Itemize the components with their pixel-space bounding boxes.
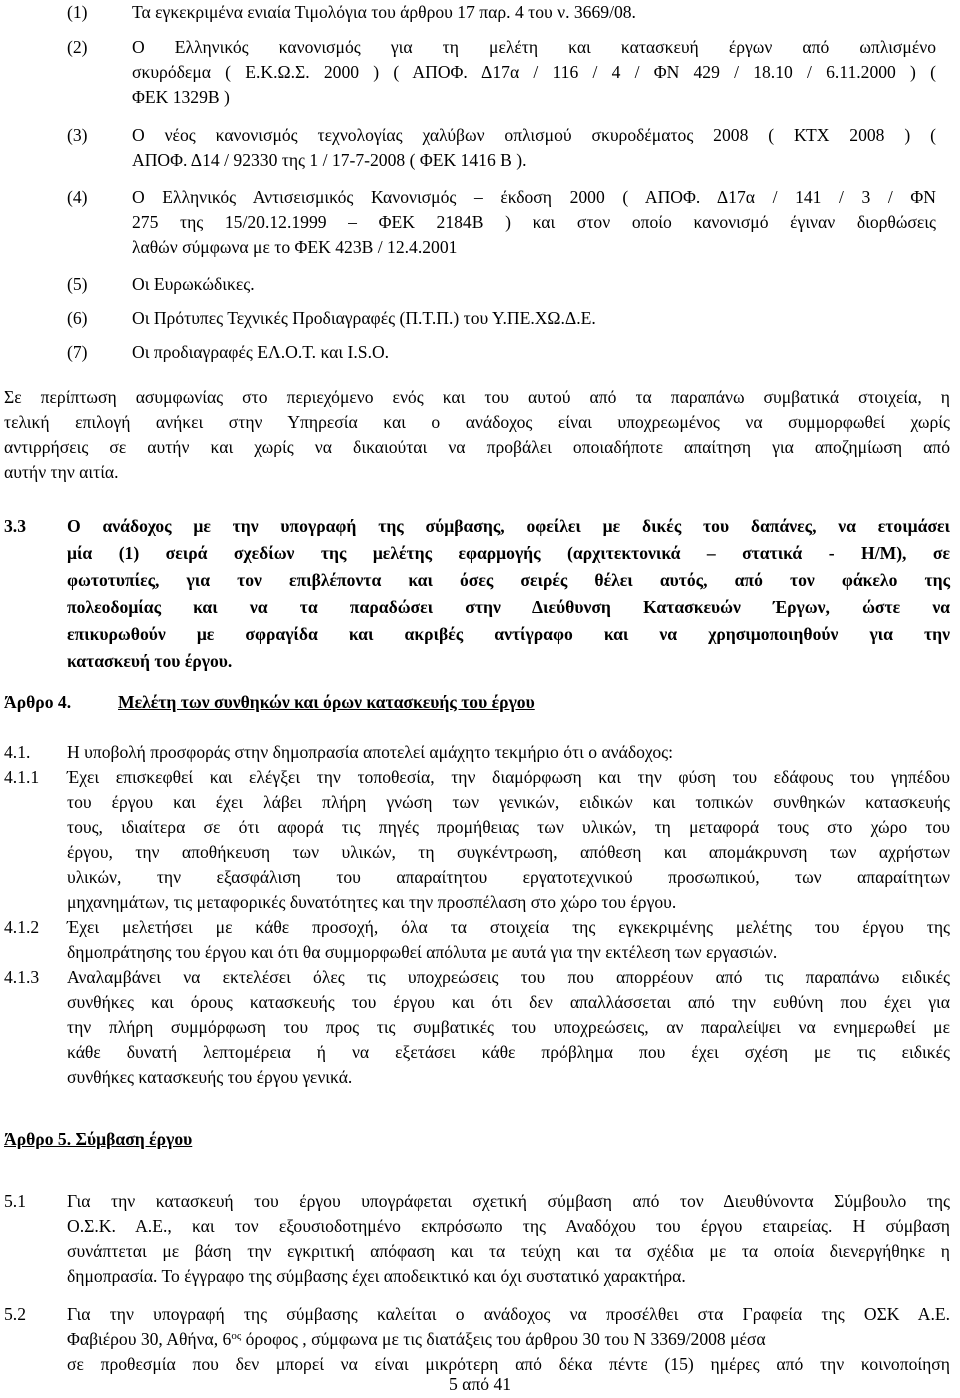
reference-number: (6) xyxy=(67,308,88,328)
clause-line: έργου, την αποθήκευση των υλικών, τη συγκέντρωση, απόθεση και απομάκρυνση των αχρήστων xyxy=(67,842,950,862)
paragraph-line: αυτήν την αιτία. xyxy=(4,462,119,482)
reference-text: Τα εγκεκριμένα ενιαία Τιμολόγια του άρθρου 17 παρ. 4 του ν. 3669/08. xyxy=(132,2,636,22)
reference-number: (2) xyxy=(67,37,88,57)
clause-line: του έργου και έχει λάβει πλήρη γνώση των γενικών, ειδικών και τοπικών συνθηκών κατασκευής xyxy=(67,792,950,812)
discrepancy-paragraph xyxy=(4,385,950,485)
paragraph-line: τελική επιλογή ανήκει στην Υπηρεσία και ο ανάδοχος είναι υποχρεωμένος να συμμορφωθεί χωρίς xyxy=(4,412,950,432)
section-line: επικυρωθούν με σφραγίδα και ακριβές αντίγραφο και να χρησιμοποιηθούν για την xyxy=(67,624,950,644)
reference-text: λαθών σύμφωνα με το ΦΕΚ 423Β / 12.4.2001 xyxy=(132,237,458,257)
clause-line: Έχει μελετήσει με κάθε προσοχή, όλα τα στοιχεία της εγκεκριμένης μελέτης του έργου της xyxy=(67,917,950,937)
clause-line: Για την κατασκευή του έργου υπογράφεται σχετική σύμβαση από τον Διευθύνοντα Σύμβουλο της xyxy=(67,1191,950,1211)
clause-number: 5.2 xyxy=(4,1304,26,1324)
paragraph-line: αντιρρήσεις σε αυτήν και χωρίς να δικαιούται να προβάλει οποιαδήποτε απαίτηση για αποζημίωση από xyxy=(4,437,950,457)
clause-fragment: όροφος , σύμφωνα με τις διατάξεις του άρθρου 30 του Ν 3369/2008 μέσα xyxy=(241,1329,766,1349)
article-number: Άρθρο 4. xyxy=(4,692,72,712)
article-title: Άρθρο 5. Σύμβαση έργου xyxy=(4,1129,193,1149)
page-number: 5 από 41 xyxy=(448,1374,512,1394)
clause-line: Αναλαμβάνει να εκτελέσει όλες τις υποχρεώσεις του που απορρέουν από τις παραπάνω ειδικές xyxy=(67,967,950,987)
clause-line xyxy=(67,1327,950,1352)
reference-number: (5) xyxy=(67,274,88,294)
clause-number: 5.1 xyxy=(4,1191,26,1211)
section-line: Ο ανάδοχος με την υπογραφή της σύμβασης, οφείλει με δικές του δαπάνες, να ετοιμάσει xyxy=(67,516,950,536)
reference-text: Ο νέος κανονισμός τεχνολογίας χαλύβων οπλισμού σκυροδέματος 2008 ( ΚΤΧ 2008 ) ( xyxy=(132,125,936,145)
clause-line: Για την υπογραφή της σύμβασης καλείται ο ανάδοχος να προσέλθει στα Γραφεία της ΟΣΚ Α.Ε. xyxy=(67,1304,950,1324)
reference-number: (3) xyxy=(67,125,88,145)
reference-number: (1) xyxy=(67,2,88,22)
reference-text: Ο Ελληνικός κανονισμός για τη μελέτη και κατασκευή έργων από ωπλισμένο xyxy=(132,37,936,57)
reference-number: (7) xyxy=(67,342,88,362)
section-line: πολεοδομίας και να τα παραδώσει στην Διεύθυνση Κατασκευών Έργων, ώστε να xyxy=(67,597,950,617)
reference-text: 275 της 15/20.12.1999 – ΦΕΚ 2184Β ) και στον οποίο κανονισμό έγιναν διορθώσεις xyxy=(132,212,936,232)
clause-text: Η υποβολή προσφοράς στην δημοπρασία αποτελεί αμάχητο τεκμήριο ότι ο ανάδοχος: xyxy=(67,742,673,762)
clause-line: συνθήκες κατασκευής του έργου γενικά. xyxy=(67,1067,353,1087)
paragraph-line: Σε περίπτωση ασυμφωνίας στο περιεχόμενο ενός και του αυτού από τα παραπάνω συμβατικά στοιχεία, η xyxy=(4,387,950,407)
clause-number: 4.1.3 xyxy=(4,967,40,987)
clause-line: δημοπράτησης του έργου και ότι θα συμμορφωθεί απόλυτα με αυτά για την εκτέλεση των εργασιών. xyxy=(67,942,778,962)
section-line: μία (1) σειρά σχεδίων της μελέτης εφαρμογής (αρχιτεκτονικά – στατικά - Η/Μ), σε xyxy=(67,543,950,563)
section-line: φωτοτυπίες, για τον επιβλέποντα και όσες σειρές θέλει αυτός, από τον φάκελο της xyxy=(67,570,950,590)
clause-fragment: Φαβιέρου 30, Αθήνα, 6 xyxy=(67,1329,232,1349)
article-title: Μελέτη των συνθηκών και όρων κατασκευής του έργου xyxy=(118,692,535,712)
clause-line: σε προθεσμία που δεν μπορεί να είναι μικρότερη από δέκα πέντε (15) ημέρες από την κοινοποίηση xyxy=(67,1354,950,1374)
clause-line: δημοπρασία. Το έγγραφο της σύμβασης έχει αποδεικτικό και όχι συστατικό χαρακτήρα. xyxy=(67,1266,686,1286)
reference-text: Ο Ελληνικός Αντισεισμικός Κανονισμός – έκδοση 2000 ( ΑΠΟΦ. Δ17α / 141 / 3 / ΦΝ xyxy=(132,187,936,207)
section-line: κατασκευή του έργου. xyxy=(67,651,233,671)
reference-number: (4) xyxy=(67,187,88,207)
reference-text: Οι Πρότυπες Τεχνικές Προδιαγραφές (Π.Τ.Π.) του Υ.ΠΕ.ΧΩ.Δ.Ε. xyxy=(132,308,596,328)
reference-text: σκυρόδεμα ( Ε.Κ.Ω.Σ. 2000 ) ( ΑΠΟΦ. Δ17α / 116 / 4 / ΦΝ 429 / 18.10 / 6.11.2000 ) ( xyxy=(132,62,936,82)
clause-line: κάθε δυνατή λεπτομέρεια ή να εξετάσει κάθε πρόβλημα που έχει σχέση με τις ειδικές xyxy=(67,1042,950,1062)
reference-text: Οι προδιαγραφές ΕΛ.Ο.Τ. και I.S.O. xyxy=(132,342,390,362)
clause-line: την πλήρη συμμόρφωση του προς τις συμβατικές του υποχρεώσεις, αν παραλείψει να ενημερωθεί με xyxy=(67,1017,950,1037)
clause-line: συνάπτεται με βάση την εγκριτική απόφαση και τα τεύχη και τα σχέδια με τα οποία διενεργήθηκε η xyxy=(67,1241,950,1261)
clause-line: Έχει επισκεφθεί και ελέγξει την τοποθεσία, την διαμόρφωση και την φύση του εδάφους του γηπέδου xyxy=(67,767,950,787)
ordinal-superscript: ος xyxy=(231,1330,242,1342)
reference-text: ΦΕΚ 1329Β ) xyxy=(132,87,230,107)
clause-line: υλικών, την εξασφάλιση του απαραίτητου εργατοτεχνικού προσωπικού, των απαραίτητων xyxy=(67,867,950,887)
clause-line: τους, ιδιαίτερα σε ότι αφορά τις πηγές προμήθειας των υλικών, τη μεταφορά τους στο χώρο του xyxy=(67,817,950,837)
clause-line: μηχανημάτων, τις μεταφορικές δυνατότητες και την προσπέλαση στο χώρο του έργου. xyxy=(67,892,677,912)
clause-line: συνθήκες και όρους κατασκευής του έργου και ότι δεν απαλλάσσεται από την ευθύνη που έχει για xyxy=(67,992,950,1012)
reference-text: Οι Ευρωκώδικες. xyxy=(132,274,255,294)
clause-number: 4.1.2 xyxy=(4,917,40,937)
clause-line: Ο.Σ.Κ. Α.Ε., και τον εξουσιοδοτημένο εκπρόσωπο της Αναδόχου του έργου εταιρείας. Η σύμβαση xyxy=(67,1216,950,1236)
clause-number: 4.1.1 xyxy=(4,767,40,787)
reference-text: ΑΠΟΦ. Δ14 / 92330 της 1 / 17-7-2008 ( ΦΕΚ 1416 Β ). xyxy=(132,150,527,170)
clause-number: 4.1. xyxy=(4,742,31,762)
section-number: 3.3 xyxy=(4,516,26,536)
